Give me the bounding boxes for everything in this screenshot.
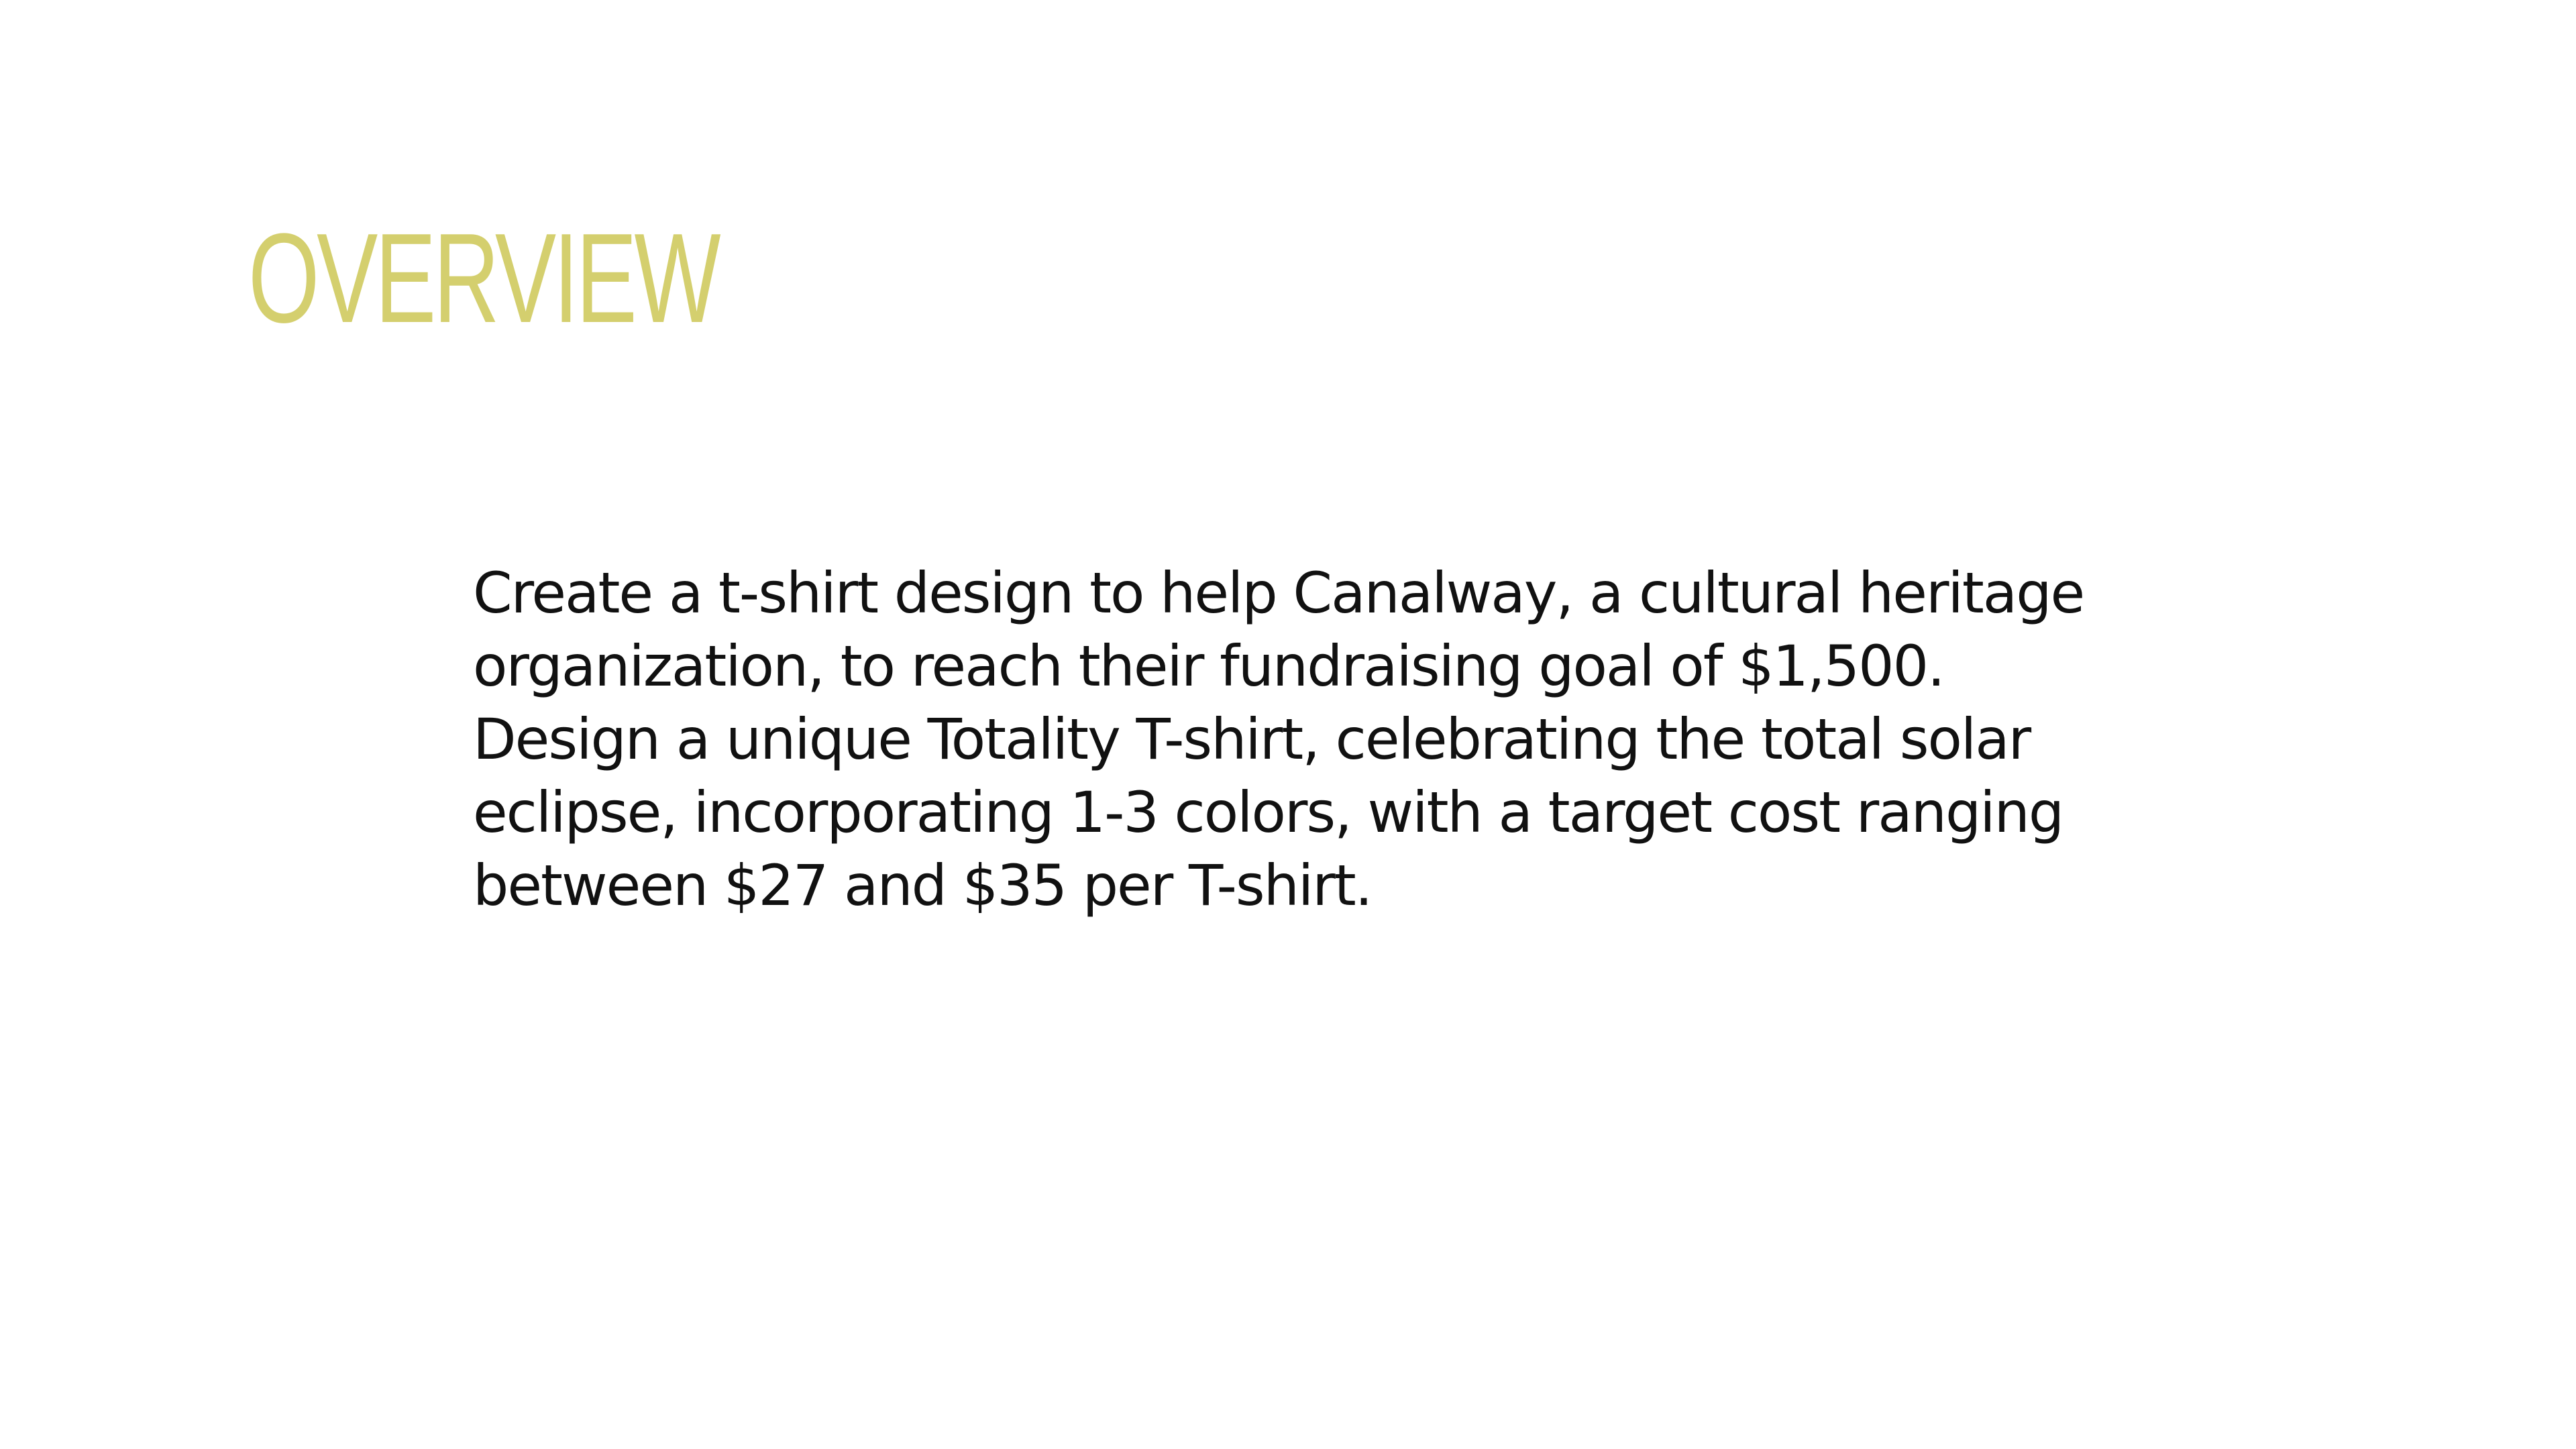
paragraph-line: organization, to reach their fundraising goal of $1,500. bbox=[473, 633, 1944, 699]
paragraph-line: Design a unique Totality T-shirt, celebrating the total solar bbox=[473, 706, 2031, 772]
paragraph-line: Create a t-shirt design to help Canalway, a cultural heritage bbox=[473, 560, 2084, 626]
paragraph-line: eclipse, incorporating 1-3 colors, with a target cost ranging bbox=[473, 780, 2063, 845]
overview-paragraph bbox=[473, 557, 2217, 922]
paragraph-line: between $27 and $35 per T-shirt. bbox=[473, 853, 1372, 918]
slide-title: OVERVIEW bbox=[248, 207, 718, 350]
